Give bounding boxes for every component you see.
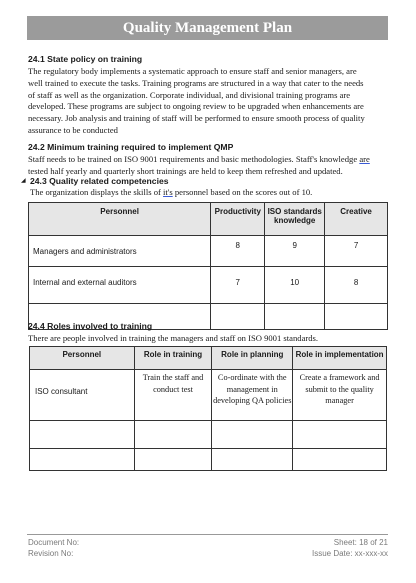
table-cell: 7 [325, 236, 388, 267]
table-cell: 10 [265, 267, 325, 304]
table-cell: ISO consultant [30, 370, 135, 421]
page-title: Quality Management Plan [27, 16, 388, 40]
footer-revision-no: Revision No: [28, 549, 74, 558]
spellcheck-underlined-word: are [359, 154, 370, 164]
section-intro-24-4: There are people involved in training the managers and staff on ISO 9001 standards. [28, 333, 319, 343]
spellcheck-underlined-word: it's [163, 187, 173, 197]
table-cell [325, 304, 388, 330]
section-body-24-1 [28, 66, 365, 137]
section-heading-24-3: 24.3 Quality related competencies [30, 176, 169, 186]
table-row [30, 421, 387, 449]
column-header: Productivity [211, 203, 265, 236]
collapse-triangle-icon[interactable]: ◢ [21, 177, 26, 184]
footer-divider [27, 534, 388, 535]
footer-issue-date: Issue Date: xx-xxx-xx [311, 549, 388, 558]
table-cell [30, 421, 135, 449]
table-cell: 8 [325, 267, 388, 304]
body-text: Staff needs to be trained on ISO 9001 requirements and basic methodologies. Staff's knowledge [28, 154, 360, 164]
table-cell [265, 304, 325, 330]
body-line: developed. These programs are subject to ongoing review to be upgraded when enhancements are [28, 101, 364, 112]
footer-document-no: Document No: [28, 538, 80, 547]
table-cell: 7 [211, 267, 265, 304]
body-line: necessary. Job analysis and training of staff will be performed to ensure smooth process of quality [28, 113, 365, 124]
body-text: The organization displays the skills of [30, 187, 164, 197]
table-cell: Create a framework and submit to the quality manager [293, 370, 387, 421]
table-cell: 8 [211, 236, 265, 267]
table-row [30, 449, 387, 471]
table-cell [212, 421, 293, 449]
body-text: personnel based on the scores out of 10. [172, 187, 313, 197]
table-cell: Train the staff and conduct test [134, 370, 212, 421]
column-header: Role in planning [212, 347, 293, 370]
table-cell [134, 421, 212, 449]
table-cell [212, 449, 293, 471]
table-cell [293, 449, 387, 471]
section-heading-24-1: 24.1 State policy on training [28, 54, 143, 64]
body-line [28, 154, 370, 166]
body-line: tested half yearly and quarterly short trainings are held to keep them refreshed and updated. [28, 165, 343, 176]
table-cell [293, 421, 387, 449]
table-cell: Internal and external auditors [29, 267, 211, 304]
body-line: assurance to be conducted [28, 124, 118, 135]
body-line: well trained to execute the tasks. Training programs are structured in a way that cater to the needs [28, 77, 364, 88]
competencies-table [28, 202, 388, 330]
column-header: Personnel [30, 347, 135, 370]
section-heading-24-4: 24.4 Roles involved to training [28, 321, 153, 331]
table-cell [134, 449, 212, 471]
section-intro-24-3 [30, 187, 312, 199]
roles-table [29, 346, 387, 471]
body-line: of staff as well as the organization. Corporate individual, and divisional training programs are [28, 89, 351, 100]
table-row [29, 236, 388, 267]
table-cell: 9 [265, 236, 325, 267]
footer-sheet: Sheet: 18 of 21 [333, 538, 388, 547]
column-header: Role in implementation [293, 347, 387, 370]
table-header-row [30, 347, 387, 370]
section-heading-24-2: 24.2 Minimum training required to implement QMP [28, 142, 234, 152]
table-cell [211, 304, 265, 330]
column-header: Role in training [134, 347, 212, 370]
column-header: Creative [325, 203, 388, 236]
section-body-24-2 [28, 154, 370, 178]
table-cell: Co-ordinate with the management in developing QA policies [212, 370, 293, 421]
table-cell [30, 449, 135, 471]
column-header: ISO standards knowledge [265, 203, 325, 236]
column-header: Personnel [29, 203, 211, 236]
table-header-row [29, 203, 388, 236]
table-row [29, 267, 388, 304]
body-line: The regulatory body implements a systematic approach to ensure staff and senior managers, are [28, 66, 357, 76]
table-cell: Managers and administrators [29, 236, 211, 267]
table-row [30, 370, 387, 421]
